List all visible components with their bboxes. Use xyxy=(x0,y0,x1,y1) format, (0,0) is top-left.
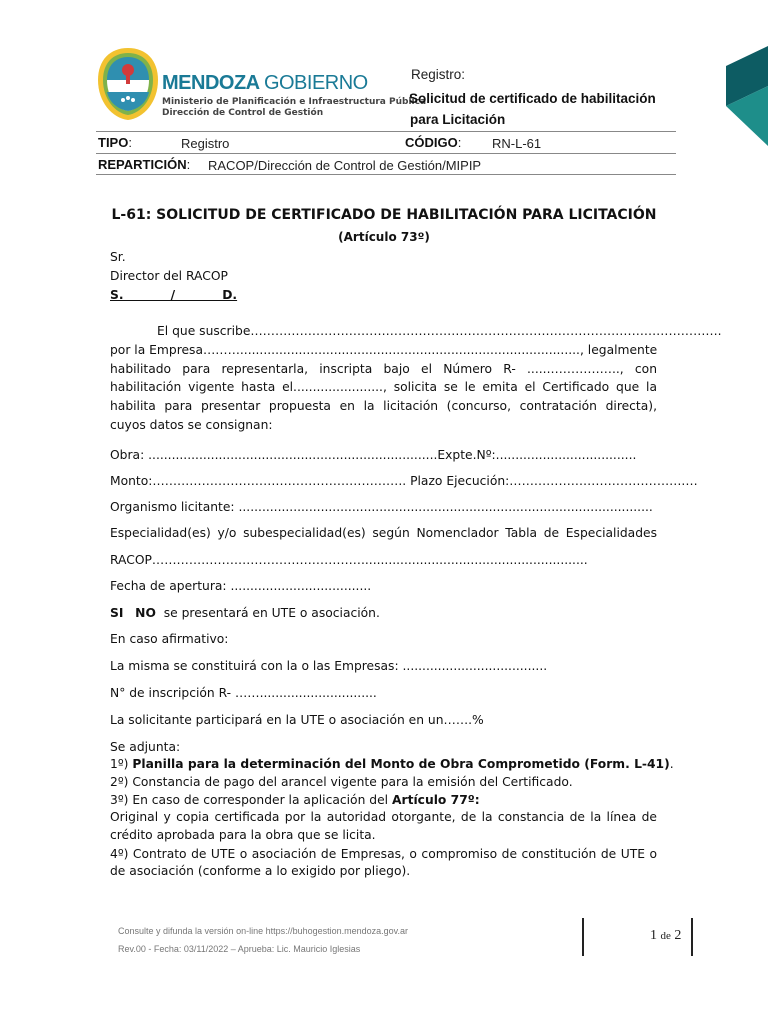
corner-decoration-icon xyxy=(726,46,768,146)
tipo-value: Registro xyxy=(181,136,230,151)
adjunto-1-prefix: 1º) xyxy=(110,757,129,771)
adjunto-4-line-2: de asociación (conforme a lo exigido por pliego). xyxy=(110,864,411,878)
page-total: 2 xyxy=(674,928,682,943)
ministry-line-1: Ministerio de Planificación e Infraestructura Pública xyxy=(162,97,427,107)
empresas-field: La misma se constituirá con la o las Empresas: ..................................... xyxy=(110,659,548,673)
reparticion-value: RACOP/Dirección de Control de Gestión/MIPIP xyxy=(208,158,482,173)
header-divider xyxy=(96,153,676,154)
ministry-name xyxy=(162,97,426,119)
adjunto-4-line-1: 4º) Contrato de UTE o asociación de Empresas, o compromiso de constitución de UTE o xyxy=(110,847,657,861)
doc-type-label: Registro: xyxy=(411,67,466,82)
document-title: L-61: SOLICITUD DE CERTIFICADO DE HABILITACIÓN PARA LICITACIÓN xyxy=(111,207,657,223)
ministry-line-2: Dirección de Control de Gestión xyxy=(162,108,324,118)
fecha-field: Fecha de apertura: .................................... xyxy=(110,579,372,593)
salutation-line-3: S. / D. xyxy=(110,288,238,302)
ute-no-option: NO xyxy=(135,606,156,620)
adjunto-2: 2º) Constancia de pago del arancel vigente para la emisión del Certificado. xyxy=(110,775,573,789)
tipo-label: TIPO xyxy=(98,135,129,150)
paragraph-line: habilitado para representarla, inscripta bajo el Número R- ......…………….., con xyxy=(110,362,657,376)
header-divider xyxy=(96,131,676,132)
ute-option-line xyxy=(110,604,380,623)
footer-revision: Rev.00 - Fecha: 03/11/2022 – Aprueba: Lic. Mauricio Iglesias xyxy=(118,944,361,954)
document-subtitle: (Artículo 73º) xyxy=(338,230,430,244)
especialidad-line-1: Especialidad(es) y/o subespecialidad(es) según Nomenclador Tabla de Especialidades xyxy=(110,526,657,540)
caso-afirmativo: En caso afirmativo: xyxy=(110,632,229,646)
page-current: 1 xyxy=(650,928,657,943)
doc-header-title xyxy=(409,88,656,130)
salutation-line-2: Director del RACOP xyxy=(110,269,228,283)
paragraph-line: El que suscribe……………………………………………………………………………………………………. xyxy=(157,324,722,338)
ute-text: se presentará en UTE o asociación. xyxy=(163,606,380,620)
footer-divider xyxy=(691,918,693,956)
doc-header-title-line-2: para Licitación xyxy=(410,112,506,127)
adjunto-1 xyxy=(110,755,674,774)
salutation-line-1: Sr. xyxy=(110,250,126,264)
reparticion-label: REPARTICIÓN xyxy=(98,157,187,172)
brand-name xyxy=(162,72,368,95)
paragraph-line: por la Empresa………......................................................................................., legalmente xyxy=(110,343,658,357)
ute-si-option: SI xyxy=(110,606,124,620)
footer-consulte: Consulte y difunda la versión on-line https://buhogestion.mendoza.gov.ar xyxy=(118,926,409,936)
footer-divider xyxy=(582,918,584,956)
obra-field: Obra: ..........................................................................Expte.Nº:.................................... xyxy=(110,448,637,462)
especialidad-line-2: RACOP…………………………………………….......................................................... xyxy=(110,553,588,567)
tipo-row: TIPO: xyxy=(98,135,132,150)
paragraph-line: cuyos datos se consignan: xyxy=(110,418,273,432)
codigo-row: CÓDIGO: xyxy=(405,135,462,150)
monto-field: Monto:…………………………………………………….. Plazo Ejecución:…………………………………….… xyxy=(110,474,698,488)
participacion-field: La solicitante participará en la UTE o asociación en un…….% xyxy=(110,713,484,727)
adjunto-3-line-3: crédito aprobada para la obra que se licita. xyxy=(110,828,376,842)
codigo-value: RN-L-61 xyxy=(492,136,542,151)
adjunto-1-suffix: . xyxy=(669,757,674,771)
inscripcion-field: N° de inscripción R- …….............................. xyxy=(110,686,377,700)
header-divider xyxy=(96,174,676,175)
adjunto-3-line-2: Original y copia certificada por la autoridad otorgante, de la constancia de la línea de xyxy=(110,810,657,824)
adjunto-3 xyxy=(110,791,480,810)
brand-bold: MENDOZA xyxy=(162,72,259,94)
page-number xyxy=(650,928,681,944)
adjunta-label: Se adjunta: xyxy=(110,740,181,754)
reparticion-row: REPARTICIÓN: xyxy=(98,157,191,172)
doc-header-title-line-1: Solicitud de certificado de habilitación xyxy=(409,91,656,106)
adjunto-1-bold: Planilla para la determinación del Monto de Obra Comprometido (Form. L-41) xyxy=(132,757,670,771)
adjunto-3-prefix: 3º) En caso de corresponder la aplicación del xyxy=(110,793,389,807)
organismo-field: Organismo licitante: .......................................................................................................... xyxy=(110,500,653,514)
page-of: de xyxy=(660,930,671,942)
codigo-label: CÓDIGO xyxy=(405,135,458,150)
paragraph-line: habilita para presentar propuesta en la licitación (concurso, contratación directa), xyxy=(110,399,657,413)
brand-light: GOBIERNO xyxy=(263,72,368,94)
adjunto-3-bold: Artículo 77º: xyxy=(392,793,480,807)
mendoza-coat-of-arms-icon xyxy=(96,46,160,122)
paragraph-line: habilitación vigente hasta el......................., solicita se le emita el Certificado que la xyxy=(110,380,657,394)
